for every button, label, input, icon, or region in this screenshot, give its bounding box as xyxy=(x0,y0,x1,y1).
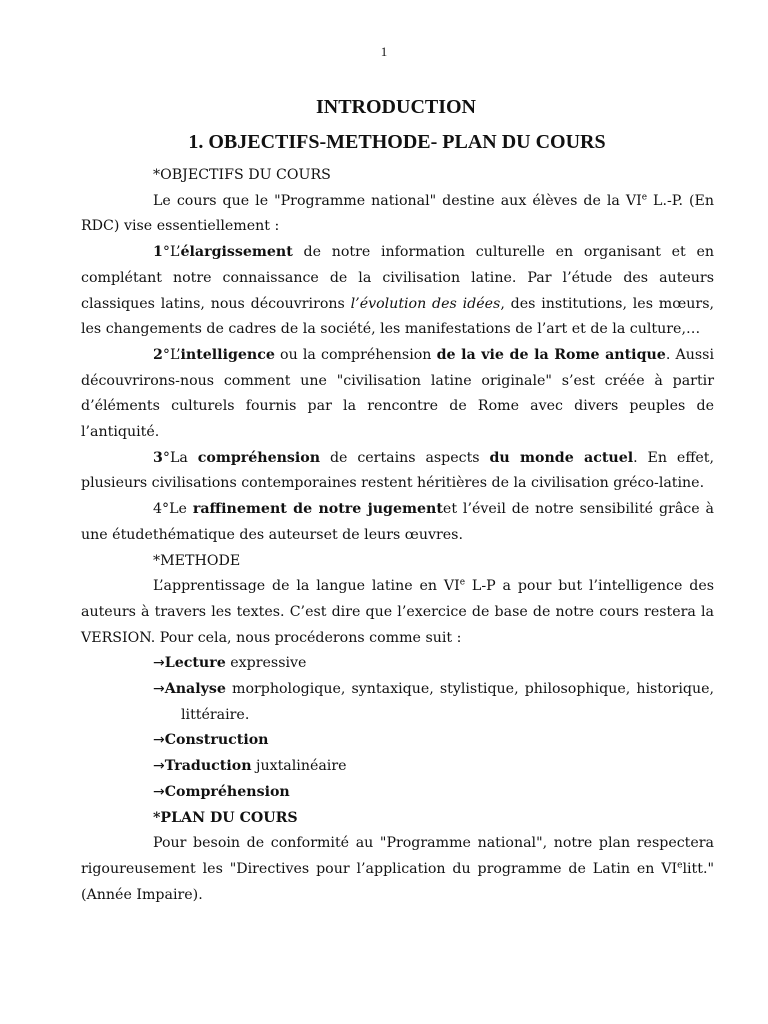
list-item: →Traduction juxtalinéaire xyxy=(153,758,347,775)
page-number: 1 xyxy=(380,44,388,59)
section-title: 1. OBJECTIFS-METHODE- PLAN DU COURS xyxy=(188,131,606,153)
methode-steps xyxy=(81,651,714,831)
objectif-1: 1°L’élargissement de notre information culturelle en organisant et en complétant notre connaissance de la civilisation latine. Par l’étude des auteurs classiques latins, nous découvrirons l’évolution des idées, des institutions, les mœurs, les changements de cadres de la société, les manifestations de l’art et de la culture,… xyxy=(81,244,714,338)
objectif-3: 3°La compréhension de certains aspects du monde actuel. En effet, plusieurs civilisations contemporaines restent héritières de la civilisation gréco-latine. xyxy=(81,449,715,492)
arrow-icon: → xyxy=(153,783,165,800)
list-item: →Compréhension xyxy=(153,783,290,800)
arrow-icon: → xyxy=(153,681,165,698)
objectif-2: 2°L’intelligence ou la compréhension de la vie de la Rome antique. Aussi découvrirons-nous comment une "civilisation latine originale" s’est créée à partir d’éléments culturels fournis par la rencontre de Rome avec divers peuples de l’antiquité. xyxy=(81,346,714,441)
objectifs-intro: Le cours que le "Programme national" destine aux élèves de la VIe L.-P. (En RDC) vise essentiellement : xyxy=(81,191,715,235)
arrow-icon: → xyxy=(153,732,165,749)
page-title: INTRODUCTION xyxy=(315,96,477,118)
arrow-icon: → xyxy=(153,655,165,672)
methode-heading: *METHODE xyxy=(153,552,241,569)
plan-heading: *PLAN DU COURS xyxy=(153,809,298,826)
document-body xyxy=(81,163,714,908)
plan-text: Pour besoin de conformité au "Programme national", notre plan respectera rigoureusement les "Directives pour l’application du programme de Latin en VIelitt." (Année Impaire). xyxy=(81,835,714,903)
methode-text: L’apprentissage de la langue latine en VIe L-P a pour but l’intelligence des auteurs à travers les textes. C’est dire que l’exercice de base de notre cours restera la VERSION. Pour cela, nous procéderons comme suit : xyxy=(81,577,715,646)
list-item: →Lecture expressive xyxy=(153,655,307,672)
list-item: →Construction xyxy=(153,732,269,749)
arrow-icon: → xyxy=(153,758,165,775)
list-item: →Analyse morphologique, syntaxique, stylistique, philosophique, historique, littéraire. xyxy=(153,681,714,723)
objectifs-heading: *OBJECTIFS DU COURS xyxy=(153,167,331,183)
objectif-4: 4°Le raffinement de notre jugementet l’éveil de notre sensibilité grâce à une étudethématique des auteurset de leurs œuvres. xyxy=(81,501,715,543)
